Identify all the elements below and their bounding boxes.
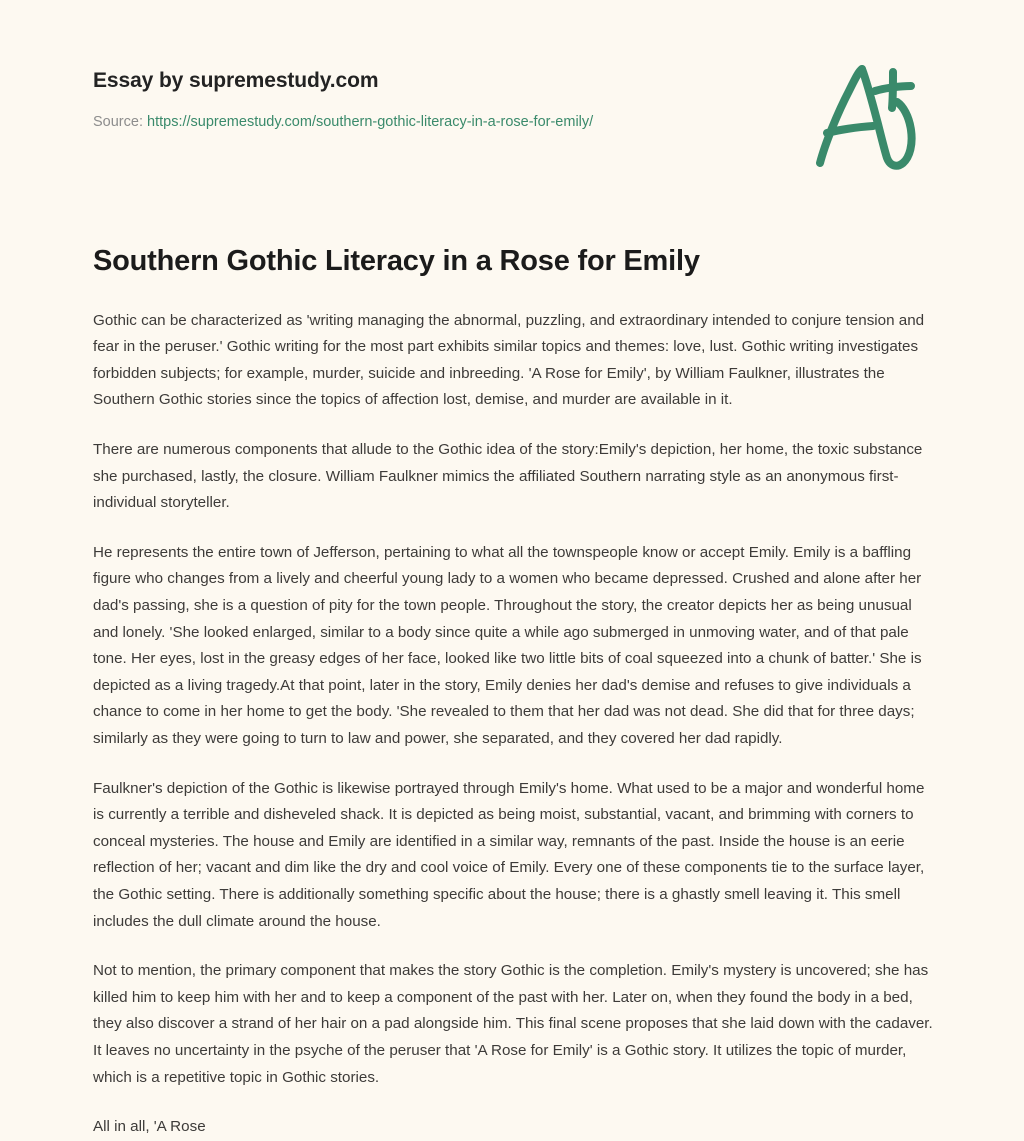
- paragraph: Not to mention, the primary component that makes the story Gothic is the completion. Emily's mystery is uncovered; she has killed him to keep him with her and to keep a component of the past with her. Later on, when they found the body in a bed, they also discover a strand of her hair on a pad alongside him. This final scene proposes that she laid down with the cadaver. It leaves no uncertainty in the psyche of the peruser that 'A Rose for Emily' is a Gothic story. It utilizes the topic of murder, which is a repetitive topic in Gothic stories.: [93, 962, 933, 1086]
- paragraph-truncated: All in all, 'A Rose: [93, 1118, 206, 1136]
- article-body: [93, 281, 933, 1141]
- page-header: [0, 0, 1024, 200]
- paragraph: Faulkner's depiction of the Gothic is likewise portrayed through Emily's home. What used to be a major and wonderful home is currently a terrible and disheveled shack. It is depicted as being moist, substantial, vacant, and brimming with corners to conceal mysteries. The house and Emily are identified in a similar way, remnants of the past. Inside the house is an eerie reflection of her; vacant and dim like the dry and cool voice of Emily. Every one of these components tie to the surface layer, the Gothic setting. There is additionally something specific about the house; there is a ghastly smell leaving it. This smell includes the dull climate around the house.: [93, 779, 925, 930]
- brand-block: [93, 68, 793, 132]
- brand-title: Essay by supremestudy.com: [93, 69, 379, 92]
- paragraph: Gothic can be characterized as 'writing managing the abnormal, puzzling, and extraordinary intended to conjure tension and fear in the peruser.' Gothic writing for the most part exhibits similar topics and themes: love, lust. Gothic writing investigates forbidden subjects; for example, murder, suicide and inbreeding. 'A Rose for Emily', by William Faulkner, illustrates the Southern Gothic stories since the topics of affection lost, demise, and murder are available in it.: [93, 311, 925, 409]
- source-url-link[interactable]: https://supremestudy.com/southern-gothic-literacy-in-a-rose-for-emily/: [147, 114, 594, 131]
- paragraph: He represents the entire town of Jefferson, pertaining to what all the townspeople know or accept Emily. Emily is a baffling figure who changes from a lively and cheerful young lady to a women who became depressed. Crushed and alone after her dad's passing, she is a question of pity for the town people. Throughout the story, the creator depicts her as being unusual and lonely. 'She looked enlarged, similar to a body since quite a while ago submerged in unmoving water, and of that pale tone. Her eyes, lost in the greasy edges of her face, looked like two little bits of coal squeezed into a chunk of batter.' She is depicted as a living tragedy.At that point, later in the story, Emily denies her dad's demise and refuses to give individuals a chance to come in her home to get the body. 'She revealed to them that her dad was not dead. She did that for three days; similarly as they were going to turn to law and power, she separated, and they covered her dad rapidly.: [93, 543, 922, 747]
- article: [93, 243, 933, 1141]
- page-title: Southern Gothic Literacy in a Rose for Emily: [93, 245, 700, 277]
- a-plus-logo-icon: [805, 58, 925, 176]
- a-plus-logo[interactable]: [805, 58, 925, 176]
- source-line: [93, 94, 793, 132]
- source-label: Source:: [93, 114, 143, 131]
- paragraph: There are numerous components that allude to the Gothic idea of the story:Emily's depiction, her home, the toxic substance she purchased, lastly, the closure. William Faulkner mimics the affiliated Southern narrating style as an anonymous first-individual storyteller.: [93, 441, 923, 512]
